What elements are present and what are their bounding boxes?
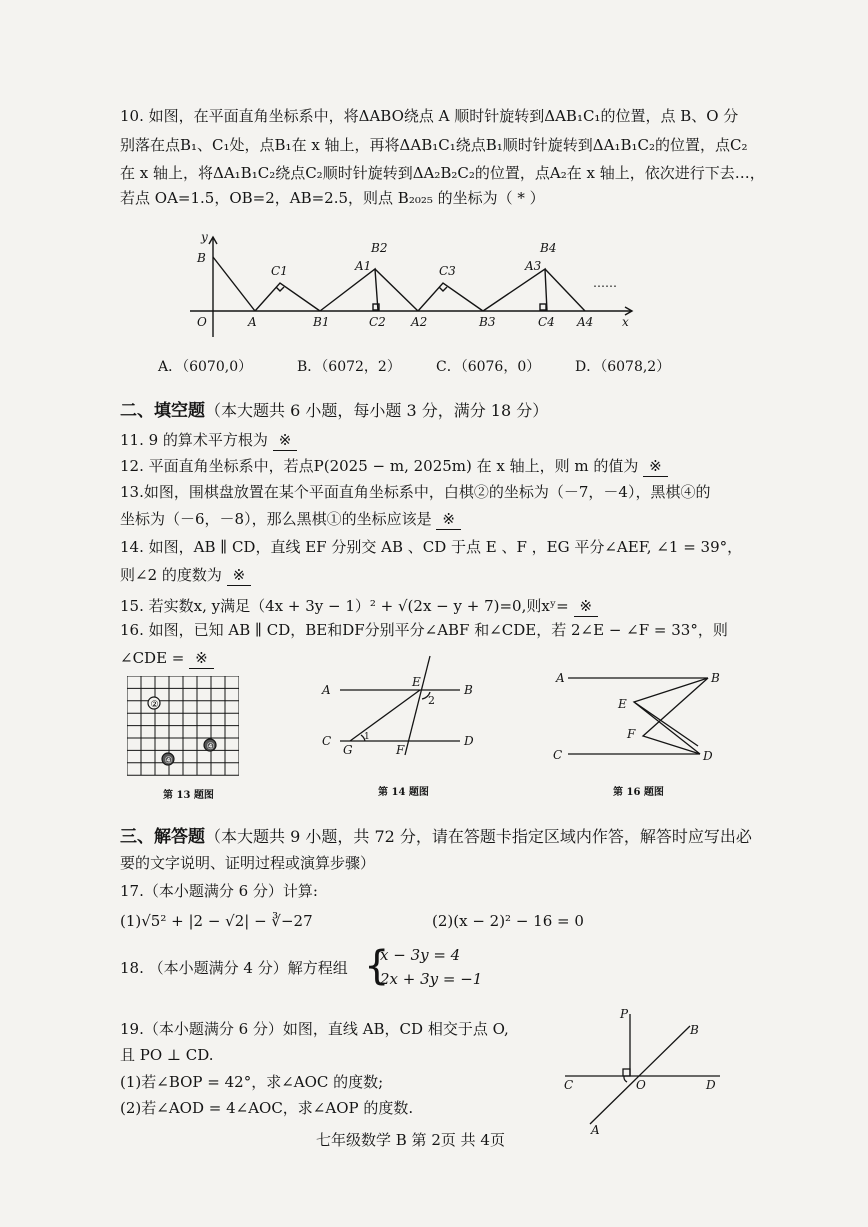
section2-note: （本大题共 6 小题，每小题 3 分，满分 18 分） <box>205 401 549 420</box>
q19-line3: (1)若∠BOP = 42°，求∠AOC 的度数; <box>120 1073 384 1091</box>
fig16-C: C <box>553 748 563 762</box>
intersecting-lines-figure-19 <box>560 1006 730 1136</box>
q10-line3: 在 x 轴上，将ΔA₁B₁C₂绕点C₂顺时针旋转到ΔA₂B₂C₂的位置，点A₂在 x 轴上，依次进行下去…， <box>120 164 765 182</box>
go-board-figure <box>127 676 239 776</box>
q11 <box>120 430 297 451</box>
q13-blank: ※ <box>436 509 461 530</box>
fig10-A: A <box>248 315 257 329</box>
black-stone-right-label: ④ <box>206 742 215 752</box>
fig10-A2: A2 <box>411 315 428 329</box>
fig14-angle2: 2 <box>428 694 435 707</box>
fig14-angle1: 1 <box>364 732 370 742</box>
q12 <box>120 456 668 477</box>
fig10-A4: A4 <box>577 315 594 329</box>
q18-eq2: 2x + 3y = −1 <box>380 970 483 988</box>
fig10-B3: B3 <box>479 315 496 329</box>
section2-heading: 二、填空题 <box>120 401 205 421</box>
fig14-A: A <box>322 683 331 697</box>
fig10-C2: C2 <box>369 315 386 329</box>
q10-line1: 10. 如图，在平面直角坐标系中，将ΔABO绕点 A 顺时针旋转到ΔAB₁C₁的位置，点 B、O 分 <box>120 107 739 125</box>
q11-text: 11. 9 的算术平方根为 <box>120 431 268 449</box>
fig19-D: D <box>706 1078 716 1092</box>
fig14-E: E <box>412 675 421 689</box>
q14-line2 <box>120 565 251 586</box>
fig14-F: F <box>396 743 405 757</box>
fig19-O: O <box>636 1078 646 1092</box>
fig16-A: A <box>556 671 565 685</box>
q10-option-b: B．（6072，2） <box>297 359 401 375</box>
fig16-B: B <box>711 671 720 685</box>
q10-option-a: A．（6070,0） <box>158 359 253 375</box>
q13-line2-text: 坐标为（－6，－8），那么黑棋①的坐标应该是 <box>120 510 432 528</box>
fig10-C4: C4 <box>538 315 555 329</box>
q19-line1: 19.（本小题满分 6 分）如图，直线 AB，CD 相交于点 O, <box>120 1020 509 1038</box>
q14-line1: 14. 如图，AB ∥ CD，直线 EF 分别交 AB 、CD 于点 E 、F ，EG 平分∠AEF, ∠1 = 39°， <box>120 538 743 556</box>
parallel-lines-figure-14 <box>318 652 488 757</box>
fig19-A: A <box>591 1123 600 1136</box>
caption-fig14: 第 14 题图 <box>378 787 429 798</box>
q15-text: 15. 若实数x, y满足（4x + 3y − 1）² + √(2x − y + 7)=0,则xʸ= <box>120 597 569 615</box>
fig16-F: F <box>627 727 636 741</box>
q10-line2: 别落在点B₁、C₁处，点B₁在 x 轴上，再将ΔAB₁C₁绕点B₁顺时针旋转到ΔA₁B₁C₂的位置，点C₂ <box>120 136 748 154</box>
section3-note-line2: 要的文字说明、证明过程或演算步骤） <box>120 854 376 872</box>
q15-blank: ※ <box>574 596 599 617</box>
fig10-y: y <box>201 230 208 244</box>
fig10-A3: A3 <box>525 259 542 273</box>
fig10-x: x <box>622 315 629 329</box>
fig10-A1: A1 <box>355 259 372 273</box>
fig16-E: E <box>618 697 627 711</box>
q13-line1: 13.如图，围棋盘放置在某个平面直角坐标系中，白棋②的坐标为（－7，－4），黑棋④的 <box>120 483 711 501</box>
q16-line2 <box>120 648 214 669</box>
q18-brace: { <box>364 943 390 989</box>
fig10-B2: B2 <box>371 241 388 255</box>
q17-part2: (2)(x − 2)² − 16 = 0 <box>432 912 584 930</box>
black-stone-left-label: ④ <box>164 756 173 766</box>
fig10-B: B <box>197 251 206 265</box>
q16-line1: 16. 如图，已知 AB ∥ CD，BE和DF分别平分∠ABF 和∠CDE，若 2∠E − ∠F = 33°，则 <box>120 621 728 639</box>
caption-fig16: 第 16 题图 <box>613 787 664 798</box>
q10-rotation-figure <box>185 225 645 340</box>
q10-option-d: D．（6078,2） <box>575 359 671 375</box>
fig10-B4: B4 <box>540 241 557 255</box>
section3-heading: 三、解答题 <box>120 827 205 847</box>
q14-blank: ※ <box>227 565 252 586</box>
fig10-dots: …… <box>593 276 617 290</box>
section3-header <box>120 826 752 848</box>
q15 <box>120 596 598 617</box>
fig10-B1: B1 <box>313 315 330 329</box>
q11-blank: ※ <box>273 430 298 451</box>
white-stone-2-label: ② <box>150 700 159 710</box>
q12-blank: ※ <box>643 456 668 477</box>
page-footer: 七年级数学 B 第 2页 共 4页 <box>316 1131 505 1149</box>
parallel-lines-figure-16 <box>548 666 728 766</box>
fig10-O: O <box>197 315 207 329</box>
fig14-B: B <box>464 683 473 697</box>
q19-line4: (2)若∠AOD = 4∠AOC，求∠AOP 的度数. <box>120 1099 414 1117</box>
fig19-C: C <box>564 1078 574 1092</box>
q10-line4: 若点 OA=1.5，OB=2，AB=2.5，则点 B₂₀₂₅ 的坐标为（ * ） <box>120 189 545 207</box>
caption-fig13: 第 13 题图 <box>163 790 214 801</box>
q16-blank: ※ <box>189 648 214 669</box>
fig19-B: B <box>690 1023 699 1037</box>
fig14-C: C <box>322 734 332 748</box>
fig10-C3: C3 <box>439 264 456 278</box>
q13-line2 <box>120 509 461 530</box>
fig14-G: G <box>343 743 353 757</box>
q16-line2-text: ∠CDE = <box>120 649 185 667</box>
q12-text: 12. 平面直角坐标系中，若点P(2025 − m, 2025m) 在 x 轴上，则 m 的值为 <box>120 457 639 475</box>
fig10-C1: C1 <box>271 264 288 278</box>
q19-line2: 且 PO ⊥ CD. <box>120 1046 214 1064</box>
q17-title: 17.（本小题满分 6 分）计算: <box>120 882 318 900</box>
q10-option-c: C．（6076，0） <box>436 359 541 375</box>
fig19-P: P <box>620 1007 629 1021</box>
q18-title: 18. （本小题满分 4 分）解方程组 <box>120 959 348 977</box>
fig16-D: D <box>703 749 713 763</box>
q18-eq1: x − 3y = 4 <box>380 946 461 964</box>
fig14-D: D <box>464 734 474 748</box>
section3-note-line1: （本大题共 9 小题，共 72 分，请在答题卡指定区域内作答，解答时应写出必 <box>205 827 752 846</box>
q17-part1: (1)√5² + |2 − √2| − ∛−27 <box>120 912 313 930</box>
section2-header <box>120 400 548 422</box>
q14-line2-text: 则∠2 的度数为 <box>120 566 222 584</box>
